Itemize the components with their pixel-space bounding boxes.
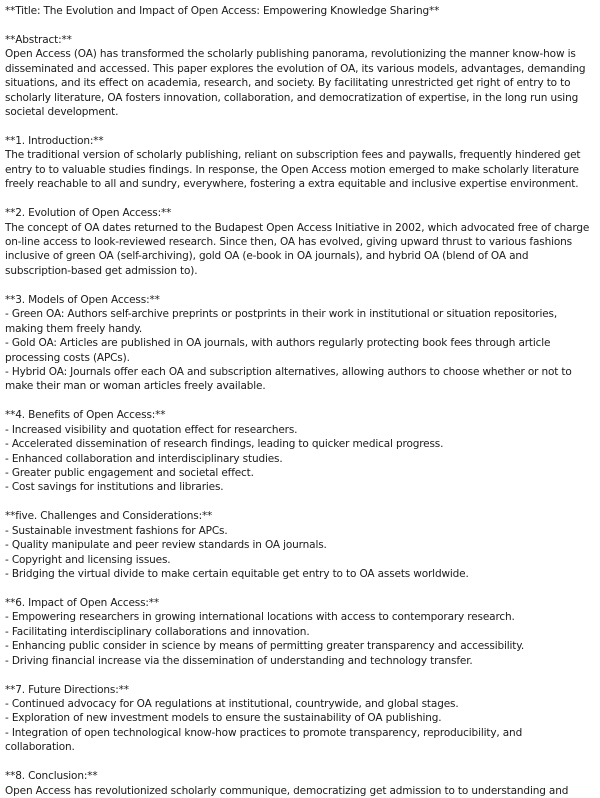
section-introduction bbox=[5, 134, 593, 192]
list-item: - Copyright and licensing issues. bbox=[5, 553, 171, 566]
list-item: - Cost savings for institutions and libraries. bbox=[5, 481, 224, 494]
section-challenges bbox=[5, 509, 593, 581]
list-item: - Continued advocacy for OA regulations at institutional, countrywide, and global stages. bbox=[5, 698, 459, 710]
section-evolution bbox=[5, 206, 593, 278]
list-item: - Sustainable investment fashions for APCs. bbox=[5, 524, 228, 537]
list-item: - Green OA: Authors self-archive preprints or postprints in their work in institutional or situation repositories, making them freely handy. bbox=[5, 308, 561, 335]
section-heading: **4. Benefits of Open Access:** bbox=[5, 409, 166, 422]
section-paragraph: The concept of OA dates returned to the Budapest Open Access Initiative in 2002, which advocated free of charge on-line access to look-reviewed research. Since then, OA has evolved, giving upward thrust to various fashions inclusive of green OA (self-archiving), gold OA (e-book in OA journals), and hybrid OA (blend of OA and subscription-based get admission to). bbox=[5, 221, 593, 277]
list-item: - Hybrid OA: Journals offer each OA and subscription alternatives, allowing authors to choose whether or not to make their man or woman articles freely available. bbox=[5, 365, 575, 393]
section-heading: **3. Models of Open Access:** bbox=[5, 293, 160, 306]
section-paragraph: Open Access has revolutionized scholarly communique, democratizing get admission to to understanding and bbox=[5, 784, 569, 797]
list-item: - Bridging the virtual divide to make certain equitable get entry to to OA assets worldwide. bbox=[5, 567, 469, 580]
document-body bbox=[5, 4, 593, 798]
section-heading: **Abstract:** bbox=[5, 34, 72, 46]
section-abstract bbox=[5, 33, 593, 119]
section-impact bbox=[5, 596, 593, 668]
section-heading: **five. Challenges and Considerations:** bbox=[5, 510, 213, 523]
list-item: - Gold OA: Articles are published in OA journals, with authors regularly protecting book fees through article processing costs (APCs). bbox=[5, 337, 554, 364]
section-paragraph: Open Access (OA) has transformed the scholarly publishing panorama, revolutionizing the manner know-how is disseminated and accessed. This paper explores the evolution of OA, its various models, advantages, demanding situations, and its effect on academia, research, and society. By facilitating unrestricted get right of entry to to scholarly literature, OA fosters innovation, collaboration, and democratization of expertise, in the long run using societal development. bbox=[5, 48, 589, 119]
list-item: - Accelerated dissemination of research findings, leading to quicker medical progress. bbox=[5, 438, 444, 451]
section-heading: **1. Introduction:** bbox=[5, 135, 104, 148]
document-title: **Title: The Evolution and Impact of Open Access: Empowering Knowledge Sharing** bbox=[5, 5, 440, 17]
list-item: - Facilitating interdisciplinary collaborations and innovation. bbox=[5, 625, 310, 638]
list-item: - Increased visibility and quotation effect for researchers. bbox=[5, 423, 298, 436]
section-heading: **6. Impact of Open Access:** bbox=[5, 596, 159, 609]
section-benefits bbox=[5, 408, 593, 494]
section-heading: **2. Evolution of Open Access:** bbox=[5, 207, 172, 220]
section-conclusion bbox=[5, 769, 593, 798]
list-item: - Driving financial increase via the dissemination of understanding and technology transfer. bbox=[5, 654, 473, 667]
section-models bbox=[5, 293, 593, 394]
list-item: - Greater public engagement and societal effect. bbox=[5, 466, 254, 479]
list-item: - Enhancing public consider in science by means of permitting greater transparency and accessibility. bbox=[5, 640, 525, 653]
section-heading: **7. Future Directions:** bbox=[5, 683, 129, 696]
list-item: - Integration of open technological know-how practices to promote transparency, reproducibility, and collaboration. bbox=[5, 726, 526, 754]
list-item: - Quality manipulate and peer review standards in OA journals. bbox=[5, 539, 327, 552]
section-future-directions bbox=[5, 683, 593, 755]
section-heading: **8. Conclusion:** bbox=[5, 770, 98, 783]
list-item: - Enhanced collaboration and interdisciplinary studies. bbox=[5, 452, 283, 465]
section-paragraph: The traditional version of scholarly publishing, reliant on subscription fees and paywalls, frequently hindered get entry to to valuable studies findings. In response, the Open Access motion emerged to make scholarly literature freely reachable to all and sundry, everywhere, fostering a extra equitable and inclusive expertise environment. bbox=[5, 149, 584, 191]
list-item: - Exploration of new investment models to ensure the sustainability of OA publishing. bbox=[5, 712, 442, 725]
list-item: - Empowering researchers in growing international locations with access to contemporary research. bbox=[5, 611, 515, 624]
